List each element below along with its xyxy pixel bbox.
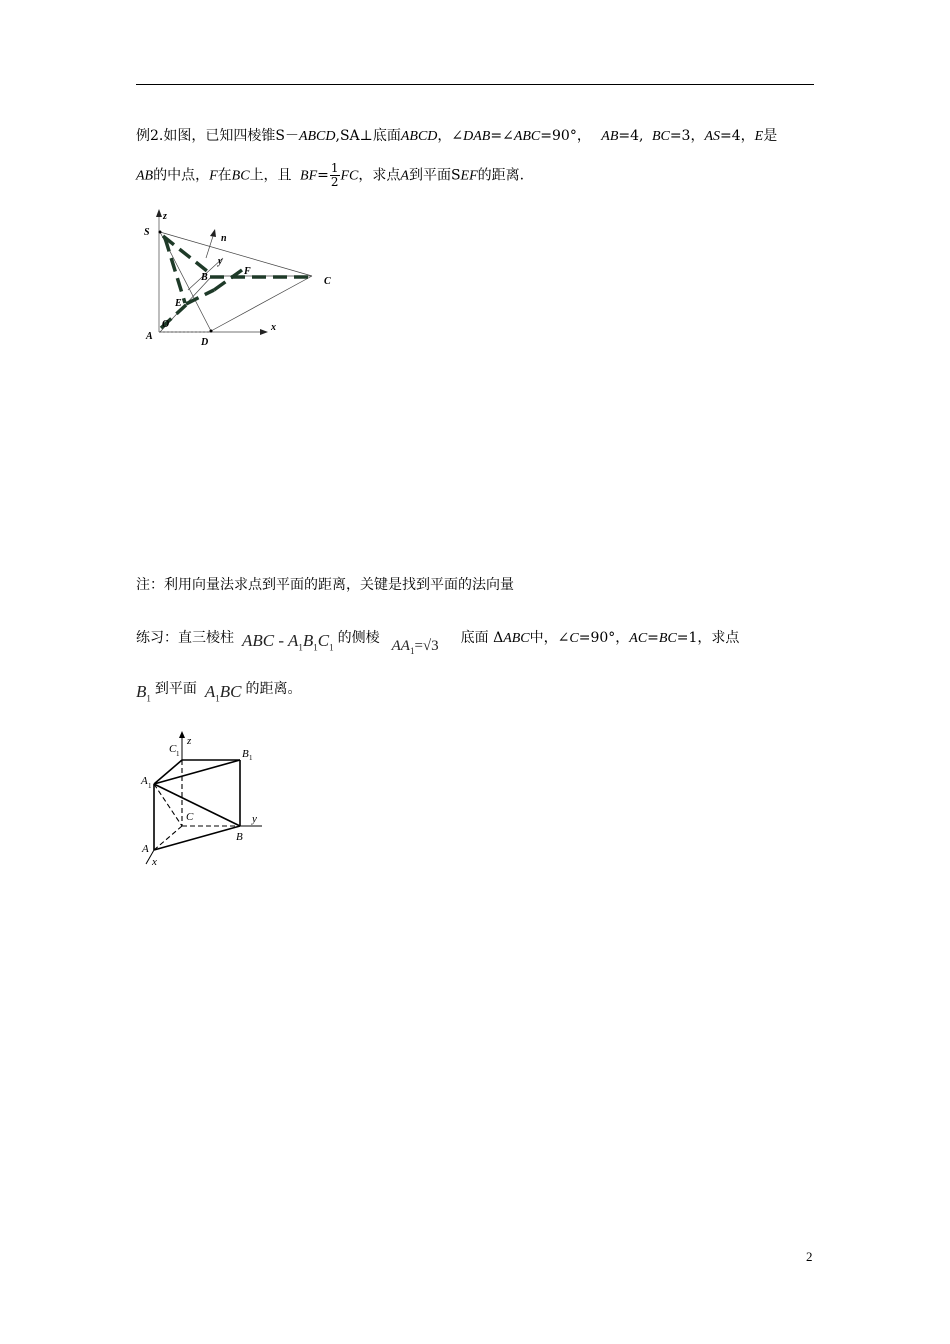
text-side-edge: 的侧棱 [337,630,380,646]
text-zhong: 中，∠ [529,630,570,646]
exercise-line1 [136,626,739,663]
text-c-ex: C [569,631,579,646]
edge-sc [160,232,312,276]
text-qiudian: ，求点 [358,167,401,184]
text-ab: AB [601,129,619,144]
edge-dc [211,276,312,331]
label-b2: B [236,831,243,843]
text-bf: BF [300,168,318,184]
sub-a1: 1 [298,642,303,653]
text-sa-perp: ,SA⊥底面 [335,128,401,144]
text-midpoint: 的中点， [153,167,210,184]
point-d [210,330,213,333]
label-b1-sub: 1 [249,754,253,762]
text-to-plane-ex: 到平面 [154,681,197,697]
text-as-val: =4， [720,128,755,144]
text-ac: AC [629,631,648,646]
text-bc: BC [651,129,670,144]
text-e: E [754,129,764,144]
z-arrow [156,209,162,217]
text-fc: FC [340,168,359,184]
prism-b: B [302,631,314,650]
text-shang: 上，且 [249,167,292,184]
edge-a1b [154,784,240,826]
text-b1: B [136,682,147,701]
exercise-prefix: 练习：直三棱柱 [136,630,234,646]
label-c1-sub: 1 [176,750,180,758]
text-distance: 的距离. [477,167,525,184]
text-eq-ex: = [647,630,659,646]
label-a: A [146,331,153,342]
text-f: F [209,168,218,184]
prism-expression [242,629,334,659]
x-arrow [260,329,268,335]
label-e: E [175,298,182,309]
label-c: C [324,276,331,287]
text-abcd: ABCD [298,129,336,144]
note-text: 注：利用向量法求点到平面的距离，关键是找到平面的法向量 [136,577,514,593]
dashed-se [165,238,185,303]
sub-aa1: 1 [409,646,415,656]
text-a: A [400,168,409,184]
fraction-half [330,162,340,189]
n-arrow [210,229,216,237]
text-ef: EF [460,168,478,184]
header-rule [136,84,814,85]
text-shi: 是 [763,128,778,144]
text-ab-val: =4, [618,128,644,144]
text-bc-val: =3， [669,128,705,144]
label-c1: C [169,743,177,755]
text-dab: DAB [463,129,491,144]
example2-line2 [136,162,524,190]
text-plane-bc: BC [219,682,242,701]
prism-figure [138,728,268,868]
label-y: y [218,256,223,267]
text-eq: = [317,167,329,184]
text-val: =1，求点 [676,630,740,646]
z-arrow-2 [179,731,185,738]
exercise-line2 [136,677,302,710]
label-d: D [201,337,209,348]
example2-line1 [136,126,777,147]
text-bc-ex: BC [658,631,677,646]
sub-b1-2: 1 [146,693,151,704]
prism-a: A [287,631,299,650]
sub-c1: 1 [329,642,334,653]
text-deg-ex: =90°， [578,630,630,646]
prism-c: C [317,631,330,650]
text-abc: ABC [513,129,541,144]
label-a1: A [141,775,148,787]
label-s: S [144,227,150,238]
text-aa: AA [391,638,410,654]
edge-ab [154,826,240,850]
label-a1-sub: 1 [148,782,152,790]
text-abcd-2: ABCD [400,129,438,144]
dashed-fy [214,270,242,290]
text-plane-a: A [204,682,216,701]
text-ab-2: AB [136,168,154,184]
example2-intro: 例2.如图，已知四棱锥S－ [136,128,299,144]
label-b: B [201,272,208,283]
label-x2: x [152,856,157,868]
aa1-expression [392,634,439,663]
label-z: z [163,211,167,222]
text-bc-2: BC [231,168,250,184]
text-zai: 在 [217,167,232,184]
text-deg: =90°， [540,128,591,144]
text-eq-angle: =∠ [490,128,514,144]
text-sqrt3: =√3 [414,638,439,654]
text-angle-sign: ，∠ [437,128,464,144]
label-x: x [271,322,276,333]
label-y2: y [252,813,257,825]
sub-plane-a1: 1 [215,693,220,704]
pyramid-figure [140,205,340,350]
label-n: n [221,233,227,244]
prism-abc: ABC - [242,631,285,650]
point-s [159,231,162,234]
plane-expression [205,680,242,710]
text-as: AS [704,129,721,144]
dashed-se-upper [163,236,212,275]
label-b1: B [242,748,249,760]
text-to-plane: 到平面S [408,167,461,184]
text-base: 底面 Δ [460,630,504,646]
label-o: O [162,319,170,330]
b1-expression [136,680,151,710]
label-a2: A [142,843,149,855]
text-distance-ex: 的距离。 [245,681,302,697]
text-abc-ex: ABC [503,631,530,646]
page-number: 2 [806,1249,813,1264]
label-c2: C [186,811,194,823]
sub-b1: 1 [313,642,318,653]
label-z2: z [187,735,192,747]
label-f: F [244,266,251,277]
dashed-ef [186,290,214,304]
fraction-numerator: 1 [330,161,339,175]
fraction-denominator: 2 [330,175,339,189]
